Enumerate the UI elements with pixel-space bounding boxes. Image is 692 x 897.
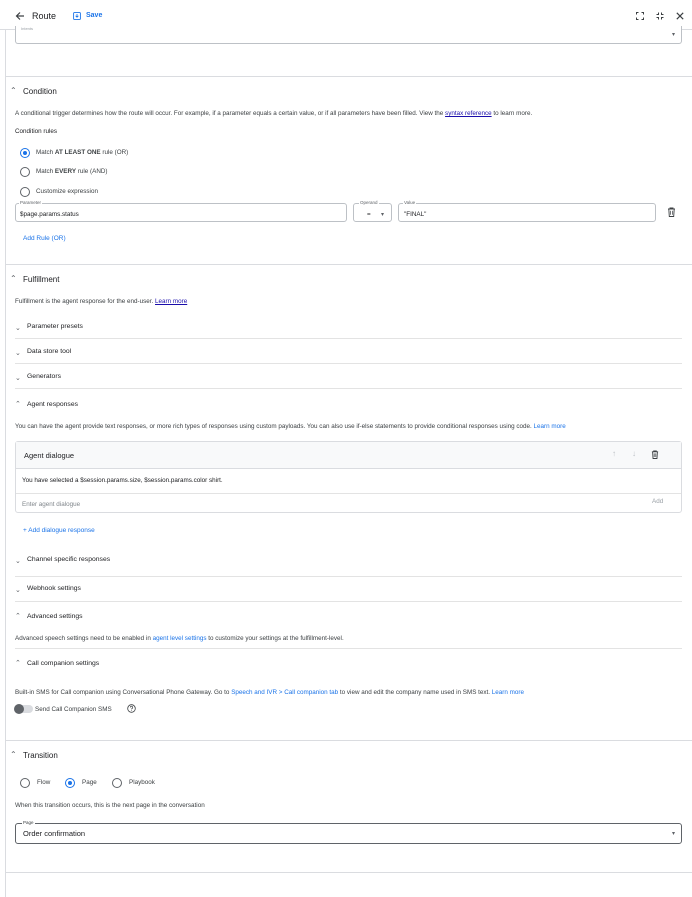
arrow-up-icon[interactable]: ↑ [612, 449, 616, 458]
parameter-field-value: $page.params.status [20, 211, 79, 218]
radio-match-at-least-one[interactable] [20, 148, 30, 158]
parameter-field[interactable] [15, 200, 347, 222]
radio-label-every-prefix: Match [36, 168, 55, 175]
fulfillment-title: Fulfillment [23, 275, 60, 284]
divider [6, 872, 692, 873]
intents-field-label: Intents [21, 26, 34, 31]
data-store-tool-label: Data store tool [27, 348, 72, 355]
generators-row[interactable] [15, 372, 682, 388]
chevron-down-icon: ⌄ [15, 587, 21, 594]
channel-specific-row[interactable] [15, 555, 682, 571]
chevron-up-icon[interactable]: ⌃ [10, 274, 17, 283]
operand-label: Operand [360, 200, 378, 205]
dialogue-input[interactable]: Enter agent dialogue [22, 501, 81, 508]
add-rule-button[interactable]: Add Rule (OR) [23, 235, 66, 242]
parameter-presets-row[interactable] [15, 322, 682, 338]
help-icon[interactable] [127, 704, 136, 713]
agent-dialogue-header [16, 442, 681, 469]
advanced-settings-description [15, 635, 344, 642]
condition-rules-label: Condition rules [15, 128, 58, 135]
agent-dialogue-title: Agent dialogue [24, 451, 75, 460]
arrow-down-icon[interactable]: ↓ [632, 449, 636, 458]
add-dialogue-response-button[interactable]: + Add dialogue response [23, 527, 95, 534]
webhook-settings-label: Webhook settings [27, 585, 81, 592]
agent-responses-description-text: You can have the agent provide text responses, or more rich types of responses using custom payloads. You can also use if-else statements to provide conditional responses using code. [15, 423, 534, 430]
radio-match-every[interactable] [20, 167, 30, 177]
webhook-settings-row[interactable] [15, 584, 682, 600]
chevron-down-icon: ⌄ [15, 375, 21, 382]
chevron-up-icon[interactable]: ⌃ [10, 750, 17, 759]
dropdown-arrow-icon: ▾ [671, 32, 675, 38]
advanced-settings-title: Advanced settings [27, 613, 83, 620]
parameter-presets-label: Parameter presets [27, 323, 83, 330]
radio-page[interactable] [65, 778, 75, 788]
chevron-up-icon[interactable]: ⌃ [15, 613, 21, 620]
page-select-value: Order confirmation [23, 829, 86, 838]
operand-select[interactable] [353, 200, 392, 222]
syntax-reference-link[interactable]: syntax reference [445, 110, 492, 117]
radio-label-every-bold: EVERY [54, 168, 77, 175]
radio-label-every-suffix: rule (AND) [76, 168, 108, 175]
radio-label-every [36, 168, 108, 175]
collapse-icon[interactable] [656, 12, 664, 20]
call-companion-tab-link[interactable]: Speech and IVR > Call companion tab [231, 689, 339, 696]
divider [15, 576, 682, 577]
condition-description [15, 110, 532, 117]
radio-label-at-least-one-suffix: rule (OR) [100, 149, 129, 156]
chevron-up-icon[interactable]: ⌃ [15, 401, 21, 408]
agent-responses-description [15, 423, 566, 430]
save-icon [73, 12, 81, 20]
radio-label-customize: Customize expression [36, 188, 98, 195]
call-companion-text-end: to view and edit the company name used in SMS text. [338, 689, 492, 696]
send-sms-label: Send Call Companion SMS [35, 706, 112, 713]
divider [15, 338, 682, 339]
transition-description: When this transition occurs, this is the next page in the conversation [15, 802, 205, 809]
chevron-up-icon[interactable]: ⌃ [10, 86, 17, 95]
arrow-back-icon[interactable] [15, 11, 25, 21]
divider [6, 76, 692, 77]
channel-specific-label: Channel specific responses [27, 556, 111, 563]
radio-customize-expression[interactable] [20, 187, 30, 197]
radio-label-at-least-one [36, 149, 128, 156]
data-store-tool-row[interactable] [15, 347, 682, 363]
divider [6, 264, 692, 265]
page-select[interactable] [15, 820, 682, 844]
divider [16, 493, 681, 494]
transition-title: Transition [23, 751, 58, 760]
dialogue-add-button[interactable]: Add [652, 498, 664, 505]
chevron-down-icon: ⌄ [15, 325, 21, 332]
advanced-settings-text-end: to customize your settings at the fulfillment-level. [206, 635, 344, 642]
radio-label-page: Page [82, 779, 97, 786]
value-field-label: Value [404, 200, 416, 205]
radio-flow[interactable] [20, 778, 30, 788]
agent-responses-learn-more-link[interactable]: Learn more [533, 423, 566, 430]
chevron-up-icon[interactable]: ⌃ [15, 660, 21, 667]
dropdown-arrow-icon: ▾ [381, 212, 385, 218]
page-select-label: Page [23, 820, 34, 825]
radio-label-at-least-one-prefix: Match [36, 149, 55, 156]
advanced-settings-text: Advanced speech settings need to be enabled in [15, 635, 153, 642]
close-icon[interactable] [676, 12, 684, 20]
call-companion-description [15, 689, 524, 696]
agent-level-settings-link[interactable]: agent level settings [152, 635, 207, 642]
intents-field[interactable] [15, 26, 682, 44]
value-field[interactable] [398, 200, 656, 222]
save-button[interactable] [73, 11, 109, 21]
send-sms-toggle[interactable] [15, 705, 33, 713]
chevron-down-icon: ⌄ [15, 350, 21, 357]
delete-icon[interactable] [651, 450, 659, 459]
radio-label-playbook: Playbook [129, 779, 155, 786]
toggle-knob [14, 704, 24, 714]
condition-description-text: A conditional trigger determines how the route will occur. For example, if a parameter equals a certain value, or if all parameters have been filled. View the [15, 110, 446, 117]
save-label: Save [86, 12, 103, 19]
operand-value: = [367, 211, 371, 218]
divider [15, 363, 682, 364]
divider [6, 740, 692, 741]
agent-responses-title: Agent responses [27, 401, 79, 408]
radio-label-flow: Flow [37, 779, 51, 786]
fulfillment-learn-more-link[interactable]: Learn more [155, 298, 188, 305]
radio-playbook[interactable] [112, 778, 122, 788]
fulfillment-description [15, 298, 187, 305]
dropdown-arrow-icon: ▾ [671, 831, 675, 837]
dialogue-message[interactable]: You have selected a $session.params.size, $session.params.color shirt. [22, 477, 223, 484]
generators-label: Generators [27, 373, 62, 380]
condition-title: Condition [23, 87, 57, 96]
call-companion-learn-more-link[interactable]: Learn more [491, 689, 524, 696]
delete-icon[interactable] [667, 207, 676, 217]
call-companion-title: Call companion settings [27, 660, 100, 667]
parameter-field-label: Parameter [20, 200, 42, 205]
page-title: Route [32, 11, 57, 21]
divider [15, 648, 682, 649]
divider [15, 601, 682, 602]
radio-label-at-least-one-bold: AT LEAST ONE [54, 149, 101, 156]
call-companion-text: Built-in SMS for Call companion using Conversational Phone Gateway. Go to [15, 689, 232, 696]
fulfillment-description-text: Fulfillment is the agent response for the end-user. [15, 298, 156, 305]
agent-dialogue-card [15, 441, 682, 513]
fullscreen-icon[interactable] [636, 12, 644, 20]
panel-left-border [5, 0, 6, 897]
condition-description-text-end: to learn more. [491, 110, 533, 117]
divider [15, 388, 682, 389]
value-field-value: "FINAL" [404, 211, 427, 218]
chevron-down-icon: ⌄ [15, 558, 21, 565]
